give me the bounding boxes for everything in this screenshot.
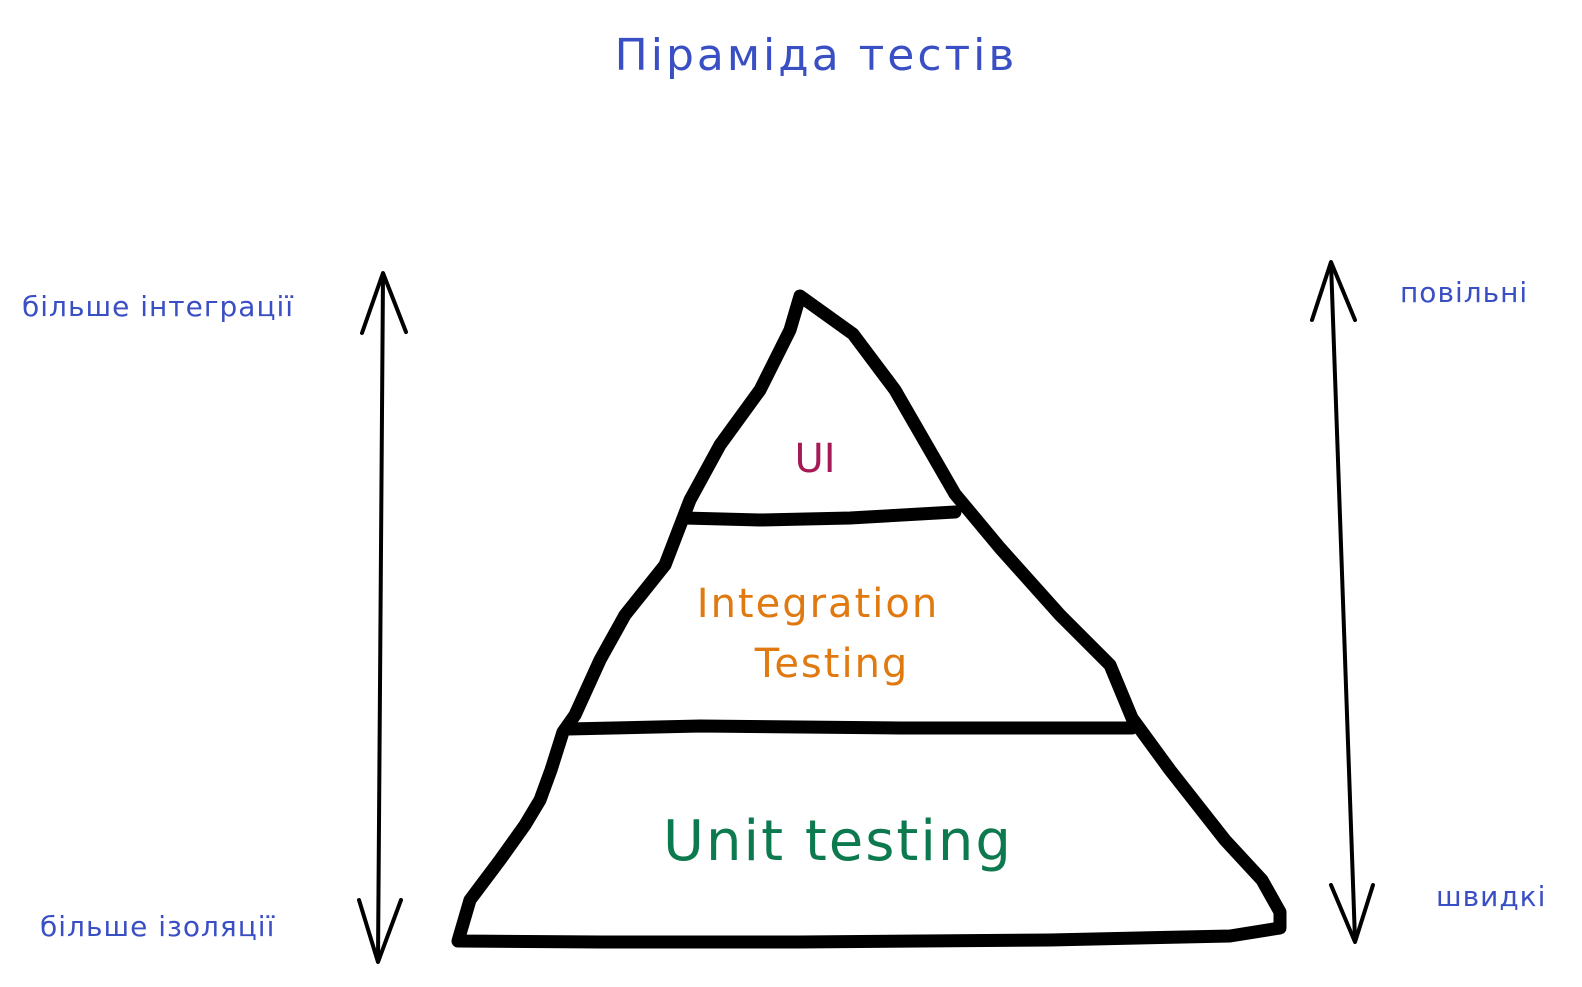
left-top-label: більше інтеграції — [22, 290, 295, 323]
left-arrow-shaft — [378, 275, 383, 960]
left-double-arrow — [359, 273, 406, 962]
left-bottom-label: більше ізоляції — [40, 910, 276, 943]
layer-integration-label-line1: Integration — [696, 581, 940, 627]
right-arrow-shaft — [1331, 263, 1355, 940]
divider-bottom — [568, 726, 1132, 729]
layer-ui-label: UI — [794, 436, 836, 482]
diagram-title: Піраміда тестів — [614, 30, 1018, 81]
layer-integration-label-line2: Testing — [754, 641, 910, 687]
divider-top — [684, 512, 955, 520]
layer-unit-label: Unit testing — [663, 809, 1013, 874]
right-double-arrow — [1312, 262, 1373, 942]
right-top-label: повільні — [1400, 276, 1529, 309]
right-bottom-label: швидкі — [1436, 880, 1547, 913]
